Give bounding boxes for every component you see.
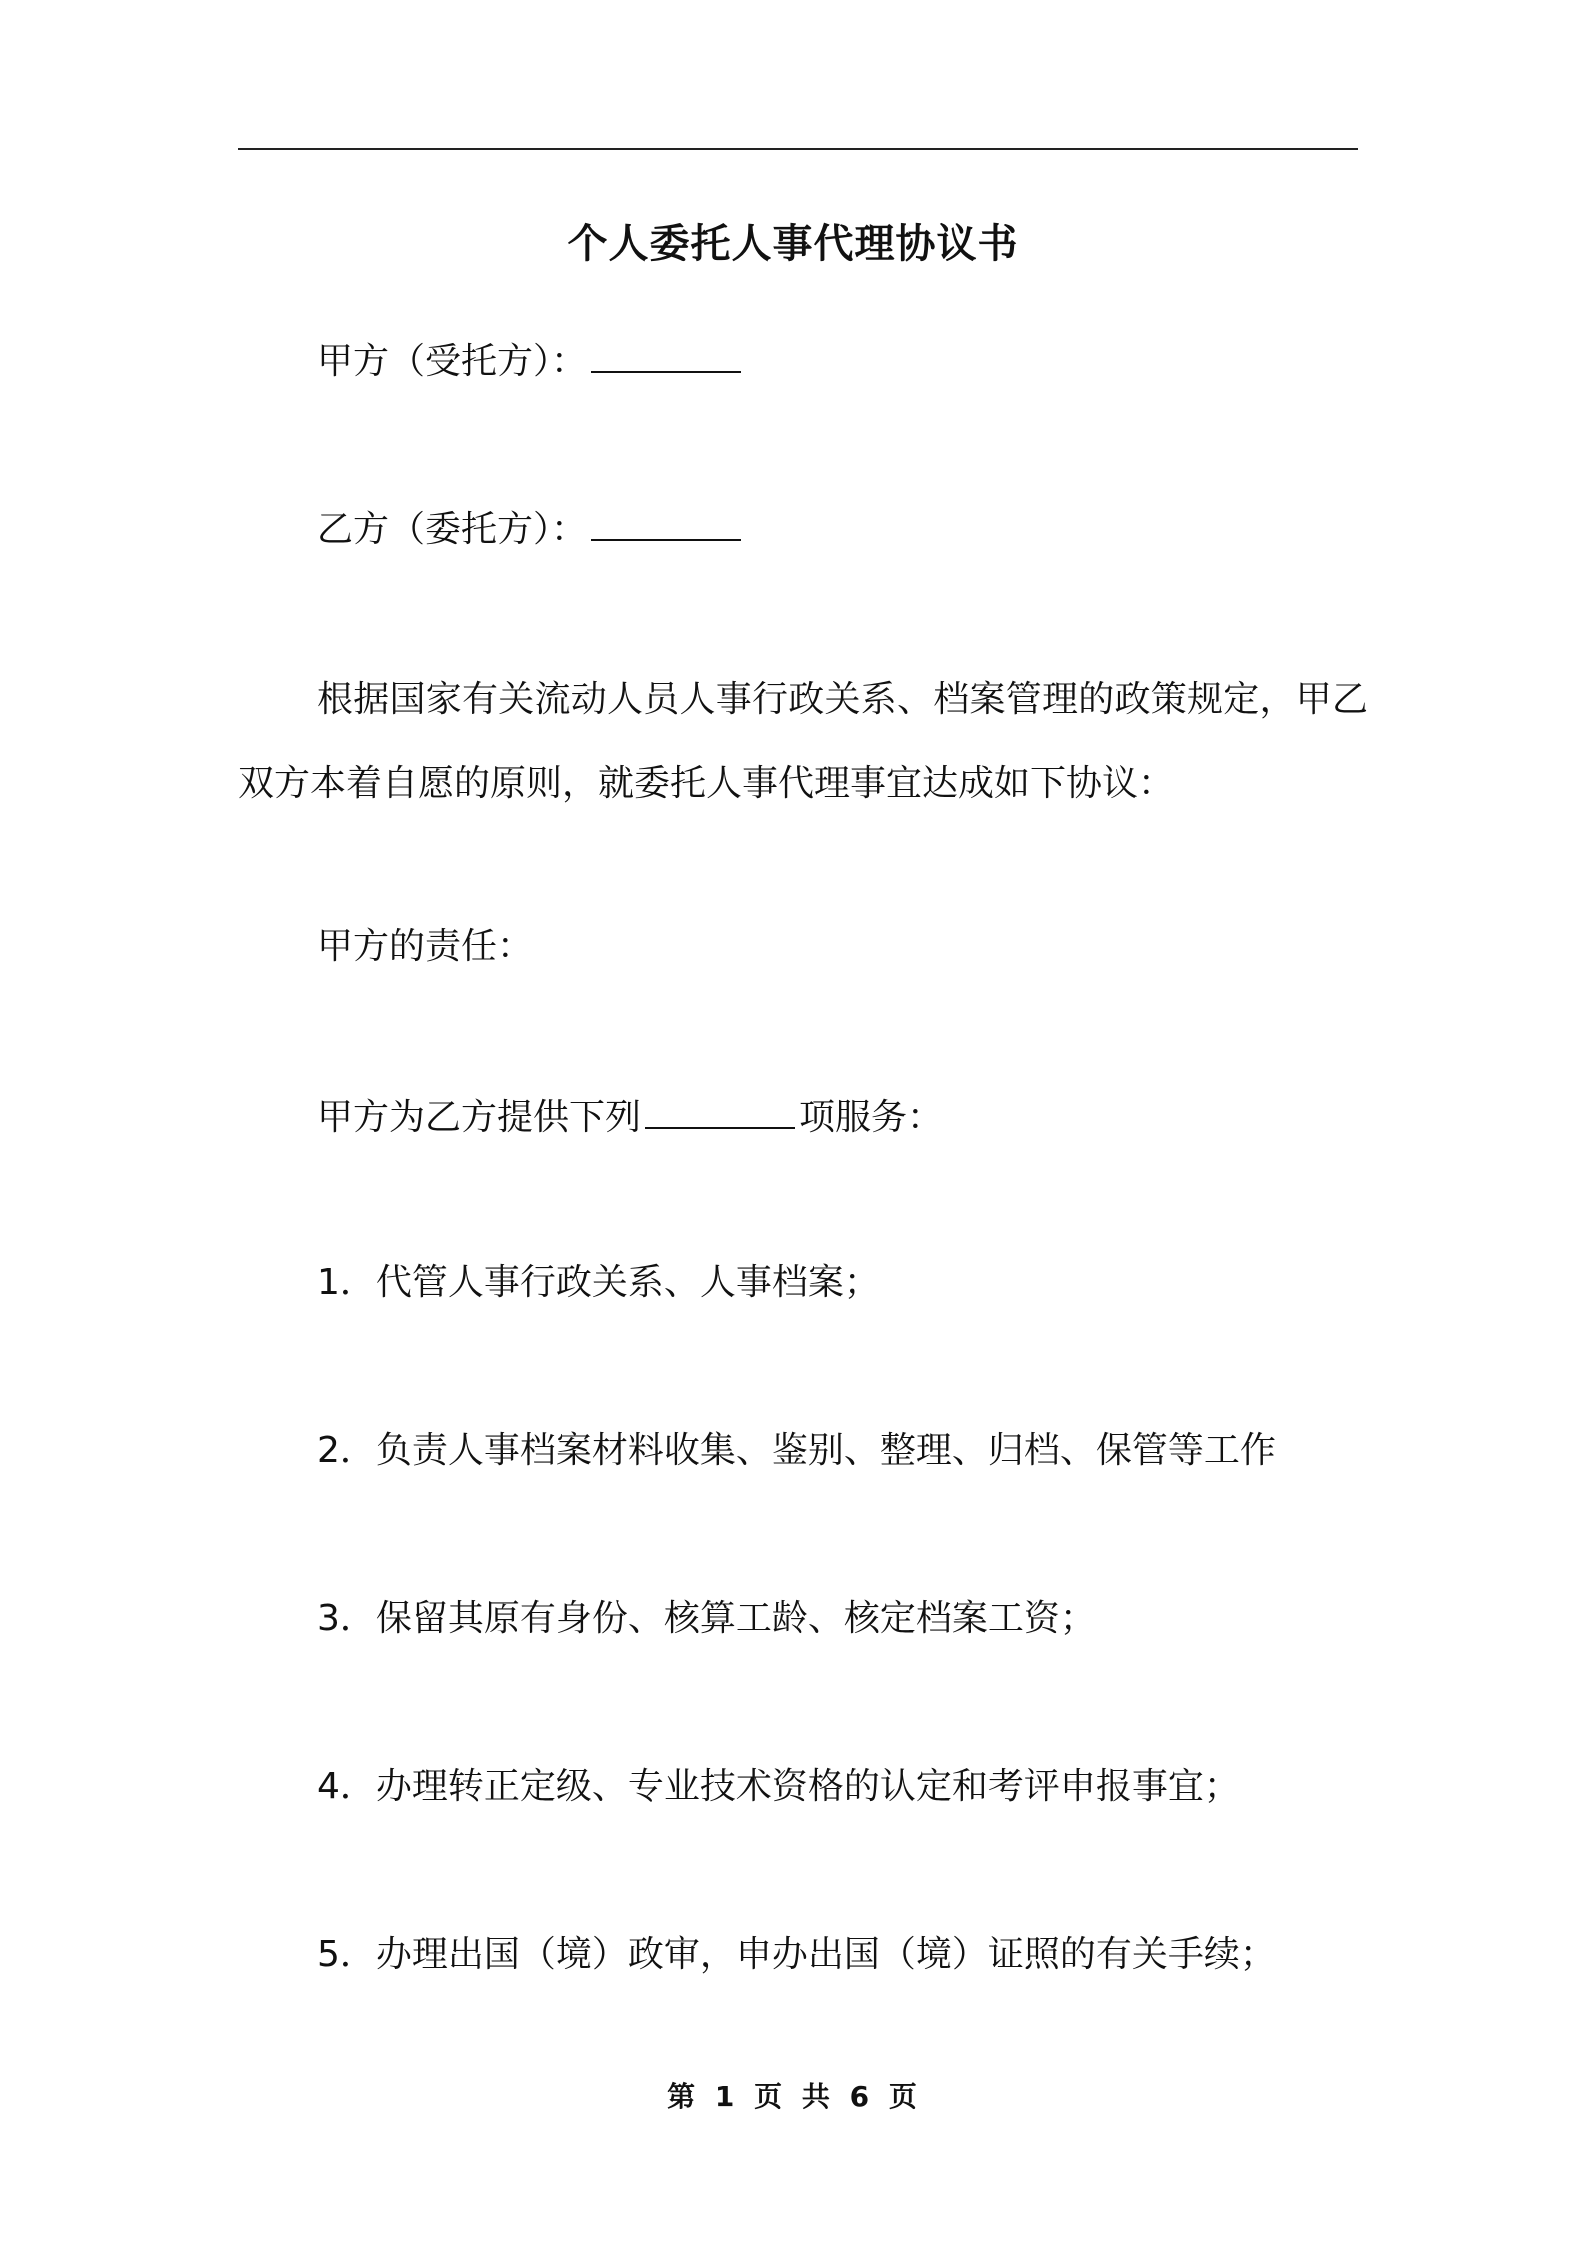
service-item-5: 5．办理出国（境）政审，申办出国（境）证照的有关手续； [317, 1934, 1276, 1975]
services-count-blank [645, 1093, 795, 1129]
header-rule [238, 148, 1358, 150]
party-a-duties-heading: 甲方的责任： [317, 926, 534, 967]
party-b-line [317, 505, 745, 552]
page-number-footer: 第 1 页 共 6 页 [667, 2080, 919, 2113]
service-item-2: 2．负责人事档案材料收集、鉴别、整理、归档、保管等工作 [317, 1430, 1276, 1471]
party-a-blank [591, 337, 741, 373]
service-item-3: 3．保留其原有身份、核算工龄、核定档案工资； [317, 1598, 1096, 1639]
party-a-label: 甲方（受托方）： [317, 341, 588, 382]
document-title: 个人委托人事代理协议书 [567, 221, 1019, 267]
services-intro-line [317, 1093, 943, 1140]
party-a-line [317, 337, 745, 384]
services-intro-after: 项服务： [799, 1097, 944, 1138]
service-item-1: 1．代管人事行政关系、人事档案； [317, 1262, 880, 1303]
party-b-blank [591, 505, 741, 541]
services-intro-before: 甲方为乙方提供下列 [317, 1097, 642, 1138]
service-item-4: 4．办理转正定级、专业技术资格的认定和考评申报事宜； [317, 1766, 1240, 1807]
party-b-label: 乙方（委托方）： [317, 509, 588, 550]
preamble-paragraph: 根据国家有关流动人员人事行政关系、档案管理的政策规定，甲乙双方本着自愿的原则，就委托人事代理事宜达成如下协议： [238, 679, 1368, 804]
